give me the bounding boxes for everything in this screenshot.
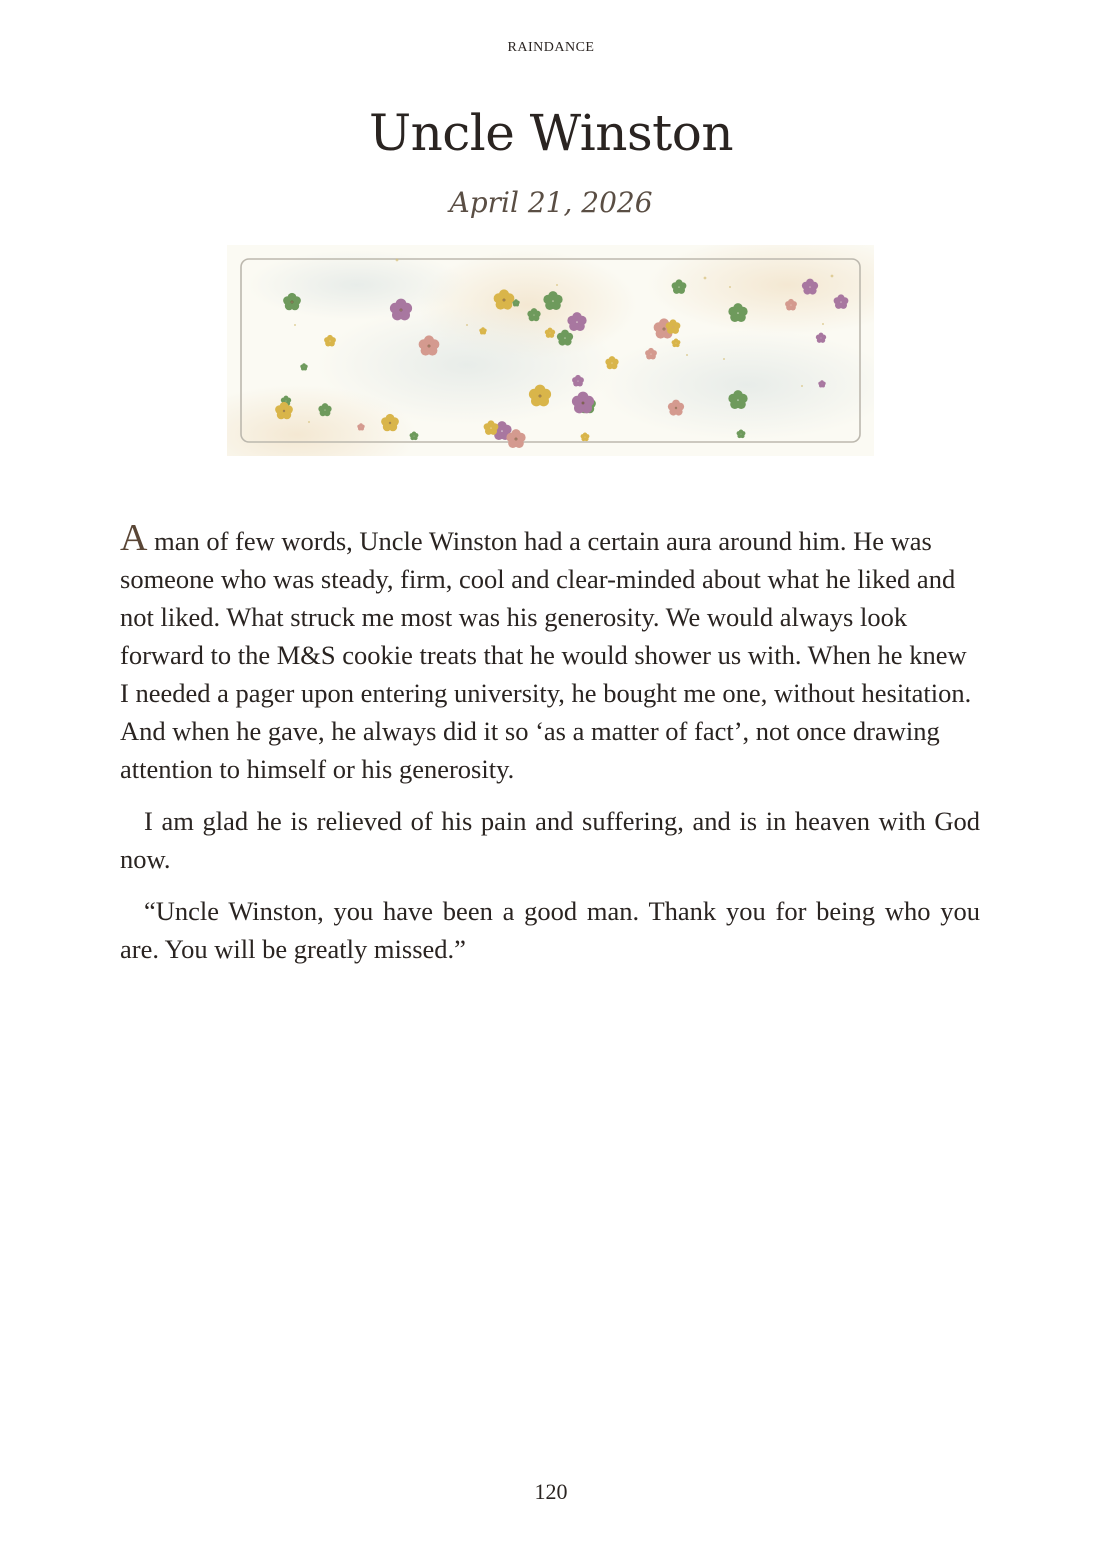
- paragraph-1: [120, 517, 980, 788]
- page-number: 120: [534, 1479, 568, 1504]
- paragraph-3: “Uncle Winston, you have been a good man. Thank you for being who you are. You will be greatly missed.”: [120, 896, 980, 964]
- floral-banner-svg: [227, 245, 874, 456]
- body-text: [120, 517, 980, 982]
- floral-banner-image: [227, 245, 874, 456]
- chapter-date: April 21, 2026: [449, 186, 653, 219]
- chapter-title: Uncle Winston: [368, 104, 734, 162]
- paragraph-2: I am glad he is relieved of his pain and suffering, and is in heaven with God now.: [120, 806, 980, 874]
- running-header: RAINDANCE: [507, 40, 595, 55]
- drop-cap: A: [120, 517, 148, 559]
- paragraph-1-text: man of few words, Uncle Winston had a certain aura around him. He was someone who was steady, firm, cool and clear-minded about what he liked and not liked. What struck me most was his generosity. We would always look forward to the M&S cookie treats that he would shower us with. When he knew I needed a pager upon entering university, he bought me one, without hesitation. And when he gave, he always did it so ‘as a matter of fact’, not once drawing attention to himself or his generosity.: [120, 526, 972, 784]
